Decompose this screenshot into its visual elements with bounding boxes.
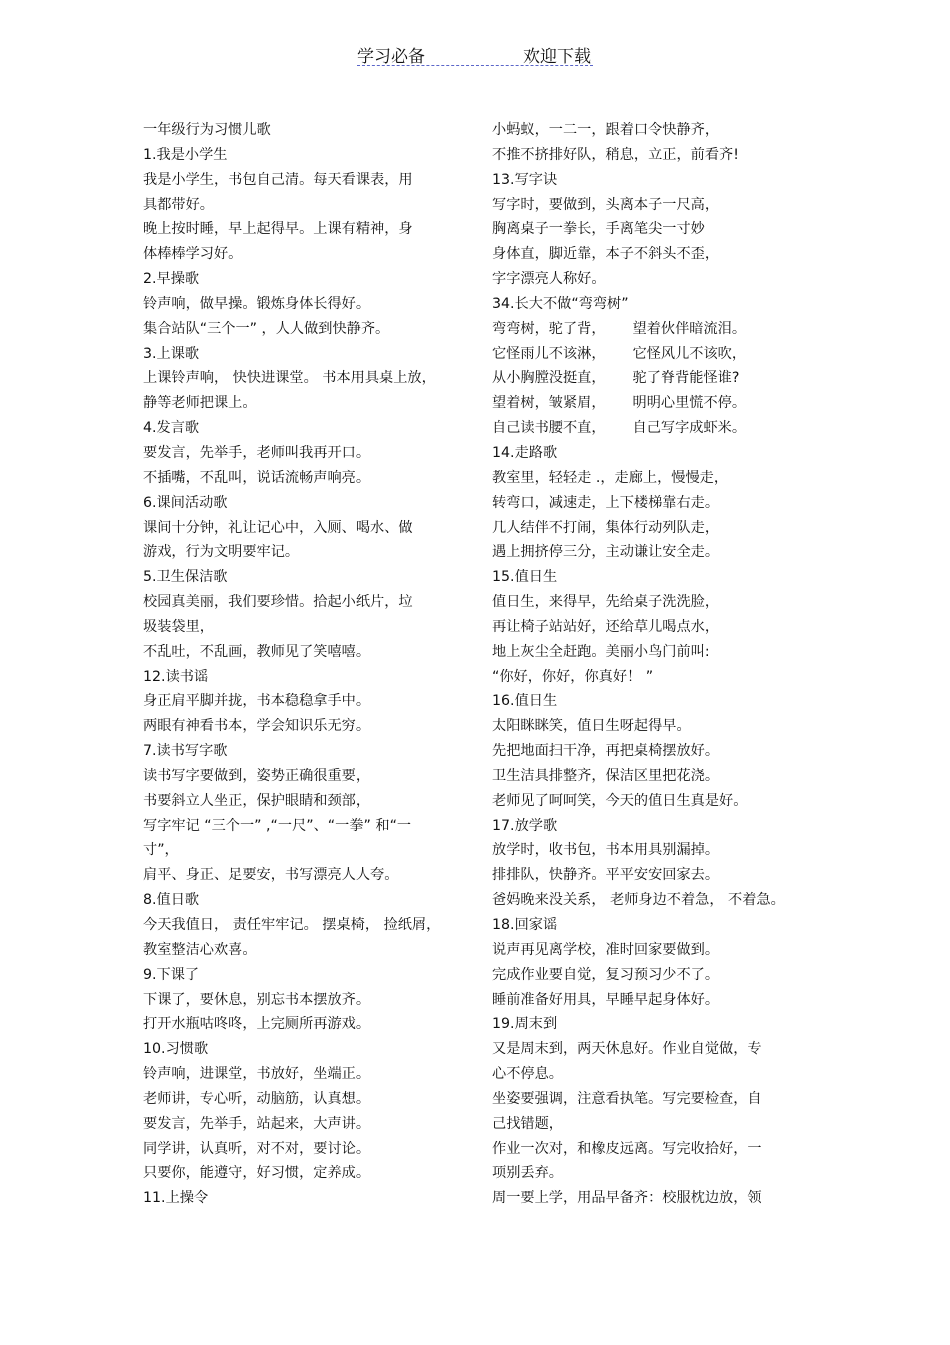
text-line: 值日生，来得早，先给桌子洗洗脸，: [492, 594, 720, 611]
left-column: [143, 118, 473, 1211]
text-line: 课间十分钟，礼让记心中，入厕、喝水、做: [143, 519, 413, 536]
text-line: 坐姿要强调，注意看执笔。写完要检查，自: [492, 1090, 762, 1107]
text-line: 具都带好。: [143, 196, 214, 213]
text-line: 同学讲，认真听，对不对，要讨论。: [143, 1140, 371, 1157]
text-line: 小蚂蚁，一二一，跟着口令快静齐，: [492, 122, 720, 138]
text-line: 弯弯树，驼了背， 望着伙伴暗流泪。: [492, 320, 747, 337]
text-line: 两眼有神看书本，学会知识乐无穷。: [143, 718, 371, 735]
text-line: 望着树，皱紧眉， 明明心里慌不停。: [492, 395, 747, 412]
text-line: 教室整洁心欢喜。: [143, 941, 257, 958]
text-line: 先把地面扫干净，再把桌椅摆放好。: [492, 743, 720, 760]
text-line: 铃声响，进课堂，书放好，坐端正。: [143, 1066, 371, 1083]
text-line: 只要你，能遵守，好习惯，定养成。: [143, 1165, 371, 1182]
text-line: 从小胸膛没挺直， 驼了脊背能怪谁?: [492, 370, 740, 387]
header-left-text: 学习必备: [357, 47, 425, 67]
text-line: 34.长大不做“弯弯树”: [492, 295, 629, 312]
text-line: 地上灰尘全赶跑。美丽小鸟门前叫:: [492, 643, 710, 660]
text-line: 放学时，收书包，书本用具别漏掉。: [492, 842, 720, 859]
text-line: 要发言，先举手，老师叫我再开口。: [143, 444, 371, 461]
text-line: 19.周末到: [492, 1016, 558, 1033]
text-line: 说声再见离学校，准时回家要做到。: [492, 941, 720, 958]
text-line: 要发言，先举手，站起来，大声讲。: [143, 1115, 371, 1132]
text-line: 下课了，要休息，别忘书本摆放齐。: [143, 991, 371, 1008]
text-line: 自己读书腰不直， 自己写字成虾米。: [492, 420, 747, 437]
text-line: 完成作业要自觉，复习预习少不了。: [492, 966, 720, 983]
text-line: 不推不挤排好队，稍息，立正，前看齐!: [492, 146, 739, 163]
text-line: 己找错题，: [492, 1115, 563, 1132]
text-line: 2.早操歌: [143, 271, 200, 288]
text-line: 排排队，快静齐。平平安安回家去。: [492, 867, 720, 884]
text-line: 8.值日歌: [143, 892, 200, 909]
text-line: 不插嘴，不乱叫，说话流畅声响亮。: [143, 469, 371, 486]
text-line: 集合站队“三个一” ，人人做到快静齐。: [143, 320, 390, 337]
text-line: 9.下课了: [143, 966, 200, 983]
text-line: 12.读书谣: [143, 668, 209, 685]
text-line: 项别丢弃。: [492, 1165, 563, 1182]
text-line: 铃声响，做早操。锻炼身体长得好。: [143, 295, 371, 312]
text-line: 3.上课歌: [143, 345, 200, 362]
text-line: 打开水瓶咕咚咚，上完厕所再游戏。: [143, 1016, 371, 1033]
text-line: 16.值日生: [492, 693, 558, 710]
text-line: 读书写字要做到，姿势正确很重要，: [143, 767, 371, 784]
text-line: 肩平、身正、足要安，书写漂亮人人夸。: [143, 867, 399, 884]
text-line: 一年级行为习惯儿歌: [143, 122, 271, 138]
text-line: 写字时，要做到，头离本子一尺高，: [492, 196, 720, 213]
text-line: 教室里，轻轻走 .，走廊上，慢慢走，: [492, 469, 729, 486]
text-line: 寸”，: [143, 842, 179, 859]
text-line: 14.走路歌: [492, 444, 558, 461]
text-line: 4.发言歌: [143, 420, 200, 437]
text-line: 13.写字诀: [492, 171, 558, 188]
page-header: [357, 40, 593, 66]
text-line: “你好，你好，你真好！ ”: [492, 668, 654, 685]
right-column: [492, 118, 812, 1211]
text-line: 7.读书写字歌: [143, 743, 228, 760]
text-line: 心不停息。: [492, 1066, 563, 1083]
text-line: 17.放学歌: [492, 817, 558, 834]
text-line: 18.回家谣: [492, 917, 558, 933]
text-line: 它怪雨儿不该淋， 它怪风儿不该吹，: [492, 345, 747, 362]
text-line: 5.卫生保洁歌: [143, 569, 228, 586]
text-line: 书要斜立人坐正，保护眼睛和颈部，: [143, 792, 371, 809]
text-line: 圾装袋里，: [143, 618, 214, 635]
text-line: 不乱吐，不乱画，教师见了笑嘻嘻。: [143, 643, 371, 660]
text-line: 遇上拥挤停三分，主动谦让安全走。: [492, 544, 720, 561]
text-line: 今天我值日， 责任牢牢记。 摆桌椅， 捡纸屑，: [143, 917, 441, 933]
text-line: 10.习惯歌: [143, 1041, 209, 1058]
text-line: 身正肩平脚并拢，书本稳稳拿手中。: [143, 693, 371, 710]
text-line: 体棒棒学习好。: [143, 246, 243, 263]
text-line: 再让椅子站站好，还给草儿喝点水，: [492, 618, 720, 635]
text-line: 又是周末到，两天休息好。作业自觉做，专: [492, 1041, 762, 1058]
text-line: 几人结伴不打闹，集体行动列队走，: [492, 519, 720, 536]
text-line: 游戏，行为文明要牢记。: [143, 544, 300, 561]
text-line: 身体直，脚近靠，本子不斜头不歪，: [492, 246, 720, 263]
text-line: 静等老师把课上。: [143, 395, 257, 412]
text-line: 15.值日生: [492, 569, 558, 586]
text-line: 睡前准备好用具，早睡早起身体好。: [492, 991, 720, 1008]
text-line: 作业一次对，和橡皮远离。写完收拾好，一: [492, 1140, 762, 1157]
text-line: 胸离桌子一拳长，手离笔尖一寸妙: [492, 221, 705, 238]
text-line: 6.课间活动歌: [143, 494, 228, 511]
text-line: 写字牢记 “三个一” ,“一尺”、“一拳” 和“一: [143, 817, 412, 834]
text-line: 校园真美丽，我们要珍惜。拾起小纸片，垃: [143, 594, 413, 611]
text-line: 爸妈晚来没关系， 老师身边不着急， 不着急。: [492, 892, 785, 909]
text-line: 字字漂亮人称好。: [492, 271, 606, 288]
text-line: 上课铃声响， 快快进课堂。 书本用具桌上放，: [143, 370, 436, 387]
text-line: 我是小学生，书包自己清。每天看课表，用: [143, 171, 413, 188]
text-line: 周一要上学，用品早备齐：校服枕边放，领: [492, 1190, 762, 1207]
text-line: 11.上操令: [143, 1190, 209, 1207]
header-right-text: 欢迎下载: [523, 47, 591, 67]
text-line: 晚上按时睡，早上起得早。上课有精神，身: [143, 221, 413, 238]
text-line: 太阳眯眯笑，值日生呀起得早。: [492, 718, 691, 735]
text-line: 卫生洁具排整齐，保洁区里把花浇。: [492, 767, 720, 784]
text-line: 1.我是小学生: [143, 146, 228, 163]
text-line: 老师见了呵呵笑，今天的值日生真是好。: [492, 792, 748, 809]
text-line: 转弯口，减速走，上下楼梯靠右走。: [492, 494, 720, 511]
text-line: 老师讲，专心听，动脑筋，认真想。: [143, 1090, 371, 1107]
